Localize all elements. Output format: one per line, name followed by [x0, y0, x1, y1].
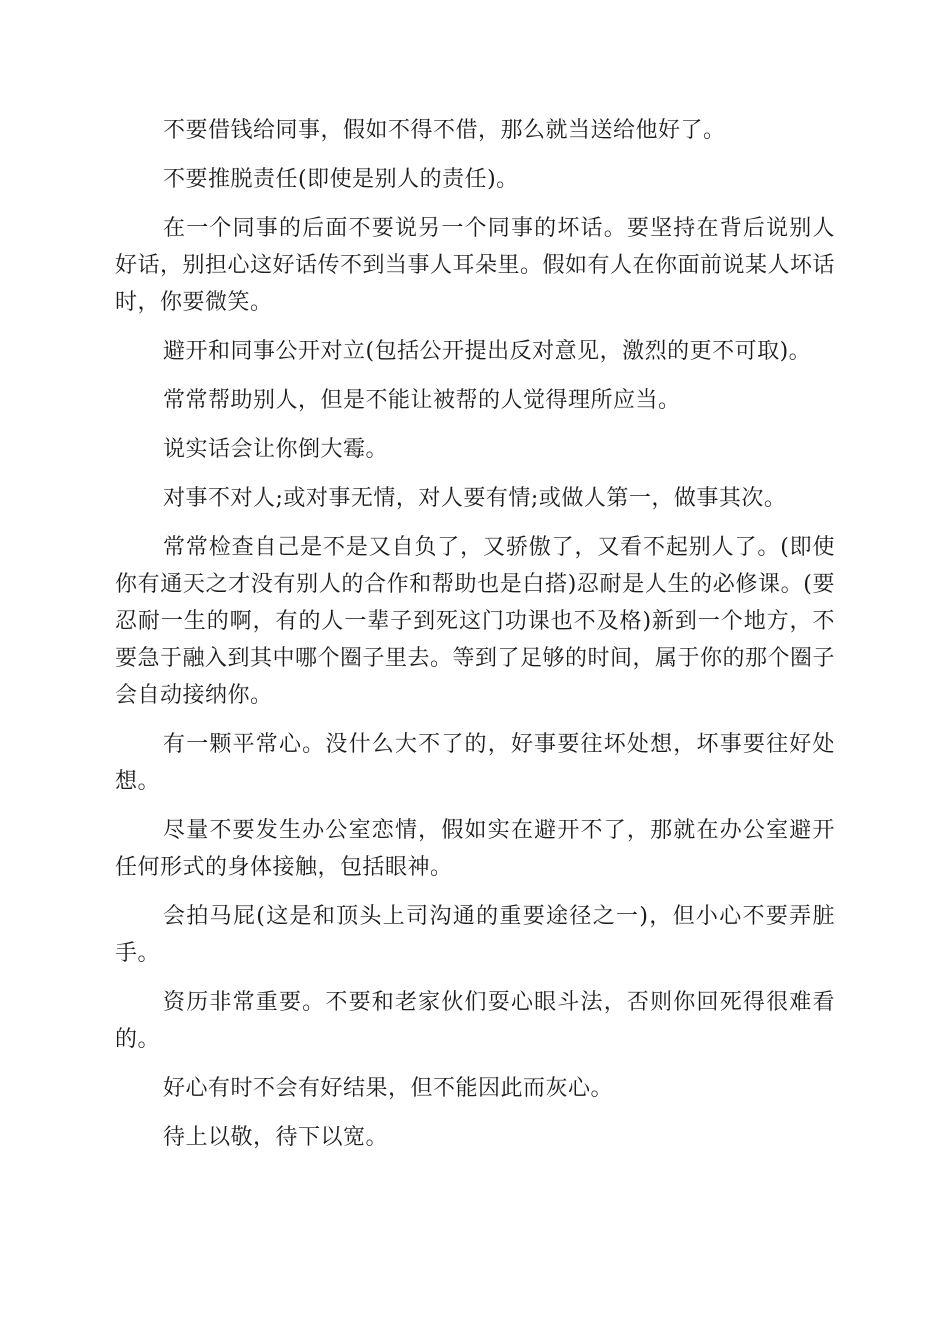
paragraph: 常常帮助别人，但是不能让被帮的人觉得理所应当。 — [163, 388, 681, 413]
paragraph: 不要推脱责任(即使是别人的责任)。 — [163, 167, 519, 192]
paragraph: 有一颗平常心。没什么大不了的，好事要往坏处想，坏事要往好处想。 — [115, 732, 835, 794]
paragraph: 对事不对人;或对事无情，对人要有情;或做人第一，做事其次。 — [163, 486, 787, 511]
paragraph: 资历非常重要。不要和老家伙们耍心眼斗法，否则你回死得很难看的。 — [115, 990, 835, 1052]
paragraph: 不要借钱给同事，假如不得不借，那么就当送给他好了。 — [163, 118, 726, 143]
paragraph: 说实话会让你倒大霉。 — [163, 437, 389, 462]
paragraph: 待上以敬，待下以宽。 — [163, 1125, 389, 1150]
paragraph: 好心有时不会有好结果，但不能因此而灰心。 — [163, 1076, 614, 1101]
paragraph: 常常检查自己是不是又自负了，又骄傲了，又看不起别人了。(即使你有通天之才没有别人的合作和帮助也是白搭)忍耐是人生的必修课。(要忍耐一生的啊，有的人一辈子到死这门功课也不及格)新到一个地方，不要急于融入到其中哪个圈子里去。等到了足够的时间，属于你的那个圈子会自动接纳你。 — [115, 535, 836, 708]
paragraph: 尽量不要发生办公室恋情，假如实在避开不了，那就在办公室避开任何形式的身体接触，包括眼神。 — [115, 818, 835, 880]
paragraph: 会拍马屁(这是和顶头上司沟通的重要途径之一)，但小心不要弄脏手。 — [115, 904, 835, 966]
paragraph: 避开和同事公开对立(包括公开提出反对意见，激烈的更不可取)。 — [163, 339, 812, 364]
document-body — [115, 112, 835, 1168]
paragraph: 在一个同事的后面不要说另一个同事的坏话。要坚持在背后说别人好话，别担心这好话传不到当事人耳朵里。假如有人在你面前说某人坏话时，你要微笑。 — [115, 216, 836, 315]
